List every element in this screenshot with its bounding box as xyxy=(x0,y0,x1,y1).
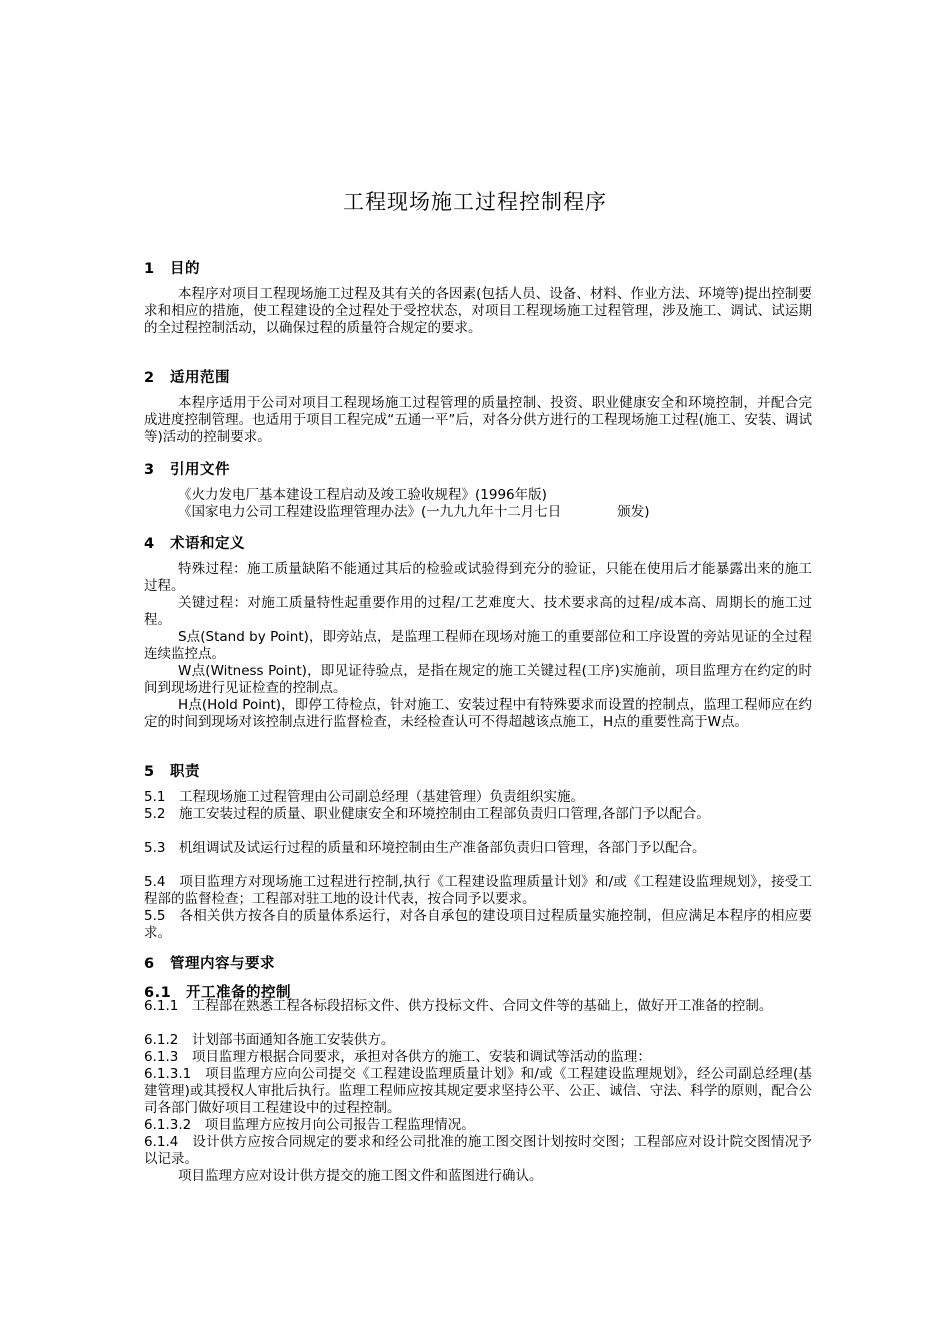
section-5-heading xyxy=(144,760,200,781)
reference-2-suffix: 颁发) xyxy=(617,504,650,520)
requirement-item: 6.1.4 设计供方应按合同规定的要求和经公司批准的施工图交图计划按时交图；工程部应对设计院交图情况予以记录。 xyxy=(144,1134,812,1167)
subsection-number: 6.1 xyxy=(144,985,172,1001)
section-1-heading xyxy=(144,257,200,278)
term-w-point: W点(Witness Point)，即见证待验点，是指在规定的施工关键过程(工序)实施前，项目监理方在约定的时间到现场进行见证检查的控制点。 xyxy=(144,663,812,696)
subsection-title: 开工准备的控制 xyxy=(186,985,291,1001)
section-title: 目的 xyxy=(170,261,200,277)
duty-item: 5.4 项目监理方对现场施工过程进行控制,执行《工程建设监理质量计划》和/或《工程建设监理规划》，接受工程部的监督检查；工程部对驻工地的设计代表，按合同予以要求。 xyxy=(144,874,812,907)
section-title: 引用文件 xyxy=(170,462,230,478)
section-number: 6 xyxy=(144,956,155,972)
section-1-body: 本程序对项目工程现场施工过程及其有关的各因素(包括人员、设备、材料、作业方法、环境等)提出控制要求和相应的措施，使工程建设的全过程处于受控状态，对项目工程现场施工过程管理，涉及施工、调试、试运期的全过程控制活动，以确保过程的质量符合规定的要求。 xyxy=(144,286,812,336)
section-title: 术语和定义 xyxy=(170,536,245,552)
requirement-item: 6.1.3.1 项目监理方应向公司提交《工程建设监理质量计划》和/或《工程建设监理规划》，经公司副总经理(基建管理)或其授权人审批后执行。监理工程师应按其规定要求坚持公平、公正、诚信、守法、科学的原则，配合公司各部门做好项目工程建设中的过程控制。 xyxy=(144,1066,812,1116)
section-number: 1 xyxy=(144,261,155,277)
term-h-point: H点(Hold Point)，即停工待检点，针对施工、安装过程中有特殊要求而设置的控制点，监理工程师应在约定的时间到现场对该控制点进行监督检查，未经检查认可不得超越该点施工，H点的重要性高于W点。 xyxy=(144,697,812,730)
requirement-item: 6.1.2 计划部书面通知各施工安装供方。 xyxy=(144,1032,395,1048)
term-special-process: 特殊过程：施工质量缺陷不能通过其后的检验或试验得到充分的验证，只能在使用后才能暴露出来的施工过程。 xyxy=(144,561,812,594)
reference-2-title: 《国家电力公司工程建设监理管理办法》(一九九九年十二月七日 xyxy=(178,504,562,520)
section-number: 3 xyxy=(144,462,155,478)
duty-item: 5.3 机组调试及试运行过程的质量和环境控制由生产准备部负责归口管理，各部门予以配合。 xyxy=(144,840,706,856)
reference-1: 《火力发电厂基本建设工程启动及竣工验收规程》(1996年版) xyxy=(178,487,547,503)
reference-2 xyxy=(178,504,650,521)
requirement-item: 6.1.3 项目监理方根据合同要求，承担对各供方的施工、安装和调试等活动的监理： xyxy=(144,1049,651,1065)
section-3-heading xyxy=(144,458,230,479)
duty-item: 5.2 施工安装过程的质量、职业健康安全和环境控制由工程部负责归口管理,各部门予以配合。 xyxy=(144,806,710,822)
section-number: 5 xyxy=(144,764,155,780)
section-2-heading xyxy=(144,366,230,387)
section-6-heading xyxy=(144,952,275,973)
term-key-process: 关键过程：对施工质量特性起重要作用的过程/工艺难度大、技术要求高的过程/成本高、周期长的施工过程。 xyxy=(144,595,812,628)
section-title: 管理内容与要求 xyxy=(170,956,275,972)
duty-item: 5.5 各相关供方按各自的质量体系运行，对各自承包的建设项目过程质量实施控制，但应满足本程序的相应要求。 xyxy=(144,908,812,941)
section-title: 适用范围 xyxy=(170,370,230,386)
document-title: 工程现场施工过程控制程序 xyxy=(343,190,607,214)
section-number: 2 xyxy=(144,370,155,386)
duty-item: 5.1 工程现场施工过程管理由公司副总经理（基建管理）负责组织实施。 xyxy=(144,789,584,805)
section-title: 职责 xyxy=(170,764,200,780)
section-2-body: 本程序适用于公司对项目工程现场施工过程管理的质量控制、投资、职业健康安全和环境控制，并配合完成进度控制管理。也适用于项目工程完成“五通一平”后，对各分供方进行的工程现场施工过程(施工、安装、调试等)活动的控制要求。 xyxy=(144,395,812,445)
section-number: 4 xyxy=(144,536,155,552)
section-4-heading xyxy=(144,532,245,553)
requirement-item: 6.1.1 工程部在熟悉工程各标段招标文件、供方投标文件、合同文件等的基础上，做好开工准备的控制。 xyxy=(144,998,773,1014)
requirement-item: 6.1.3.2 项目监理方应按月向公司报告工程监理情况。 xyxy=(144,1117,475,1133)
requirement-item: 项目监理方应对设计供方提交的施工图文件和蓝图进行确认。 xyxy=(178,1168,543,1184)
term-s-point: S点(Stand by Point)，即旁站点，是监理工程师在现场对施工的重要部位和工序设置的旁站见证的全过程连续监控点。 xyxy=(144,629,812,662)
